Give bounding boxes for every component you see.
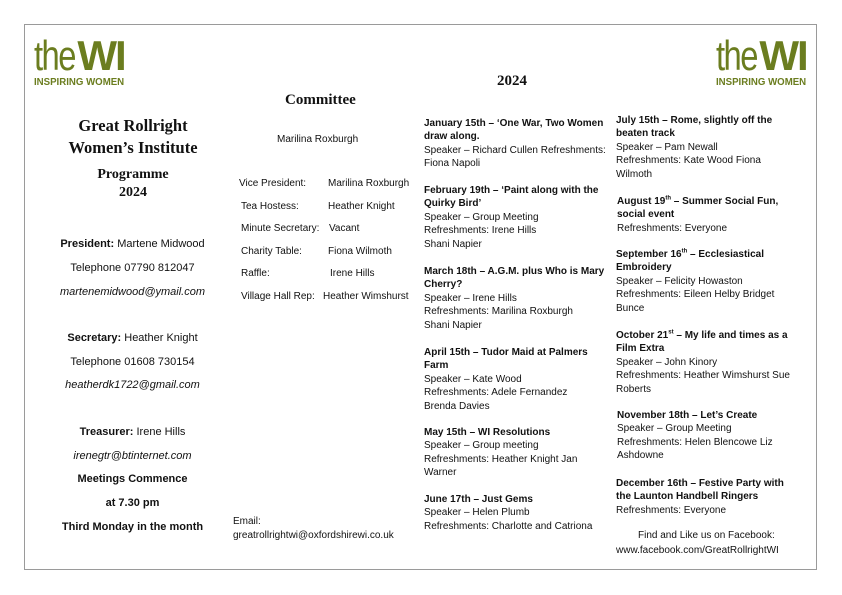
- president-line: [40, 237, 225, 251]
- event-title-text: – My life and times as a Film Extra: [616, 330, 788, 355]
- event-detail: Refreshments: Eileen Helby Bridget Bunce: [616, 289, 775, 314]
- logo-word-wi: WI: [759, 32, 807, 79]
- event-january: [424, 117, 606, 171]
- meetings-line1: Meetings Commence: [77, 473, 188, 485]
- event-february: [424, 184, 606, 251]
- event-october: [616, 329, 796, 396]
- event-detail: Speaker – Richard Cullen Refreshments: Fiona Napoli: [424, 144, 606, 170]
- event-title: May 15th – WI Resolutions: [424, 427, 551, 438]
- event-title-ordinal: st: [668, 329, 674, 336]
- event-detail: Speaker – John Kinory: [616, 356, 718, 368]
- committee-row-vice-president-label: Vice President:: [239, 178, 307, 189]
- committee-row-raffle-label: Raffle:: [241, 268, 270, 279]
- event-may: [424, 426, 606, 480]
- event-june: [424, 493, 606, 533]
- committee-row-tea-hostess-value: Heather Knight: [328, 201, 395, 212]
- committee-email[interactable]: greatrollrightwi@oxfordshirewi.co.uk: [233, 530, 394, 541]
- org-title: [38, 115, 228, 159]
- programme-label: Programme: [97, 167, 169, 182]
- event-detail: Refreshments: Charlotte and Catriona: [424, 520, 593, 532]
- event-title: [617, 195, 797, 222]
- committee-row-village-hall-rep-label: Village Hall Rep:: [241, 291, 315, 302]
- event-detail: Speaker – Group Meeting: [617, 423, 732, 435]
- committee-row-minute-secretary-label: Minute Secretary:: [241, 223, 320, 234]
- secretary-name: Heather Knight: [124, 332, 198, 344]
- event-title-date: September 16: [616, 249, 682, 260]
- programme-year: 2024: [119, 185, 147, 200]
- secretary-line: [40, 331, 225, 345]
- committee-row-tea-hostess-label: Tea Hostess:: [241, 201, 299, 212]
- event-detail: Refreshments: Irene Hills Shani Napier: [424, 225, 537, 250]
- committee-row-charity-table-value: Fiona Wilmoth: [328, 246, 392, 257]
- facebook-line1: Find and Like us on Facebook:: [638, 530, 775, 541]
- event-title: November 18th – Let’s Create: [617, 410, 758, 421]
- event-detail: Speaker – Felicity Howaston: [616, 275, 743, 287]
- logo-word-wi: WI: [77, 32, 125, 79]
- programme-year-heading: 2024: [497, 73, 527, 89]
- event-title: February 19th – ‘Paint along with the Quirky Bird’: [424, 185, 599, 210]
- event-detail: Refreshments: Everyone: [617, 222, 728, 234]
- committee-email-label: Email:: [233, 516, 261, 527]
- president-email[interactable]: martenemidwood@ymail.com: [59, 286, 206, 298]
- committee-row-minute-secretary-value: Vacant: [329, 223, 360, 234]
- committee-row-charity-table-label: Charity Table:: [241, 246, 302, 257]
- treasurer-email[interactable]: irenegtr@btinternet.com: [73, 450, 192, 462]
- event-detail: Refreshments: Marilina Roxburgh Shani Napier: [424, 306, 573, 331]
- committee-heading: Committee: [285, 92, 356, 108]
- committee-row-vice-president-value: Marilina Roxburgh: [328, 178, 410, 189]
- event-detail: Speaker – Helen Plumb: [424, 507, 530, 519]
- event-title-ordinal: th: [665, 195, 672, 202]
- event-march: [424, 265, 606, 332]
- event-detail: Speaker – Pam Newall: [616, 141, 718, 153]
- facebook-link[interactable]: www.facebook.com/GreatRollrightWI: [616, 545, 779, 556]
- event-december: [616, 477, 796, 517]
- president-name: Martene Midwood: [117, 238, 205, 250]
- event-title: December 16th – Festive Party with the Launton Handbell Ringers: [616, 478, 784, 503]
- meetings-line2: at 7.30 pm: [105, 497, 160, 509]
- logo-word-the: the: [716, 32, 757, 79]
- logo-word-the: the: [34, 32, 75, 79]
- logo-tagline: INSPIRING WOMEN: [34, 76, 125, 88]
- event-detail: Speaker – Irene Hills: [424, 292, 517, 304]
- committee-row-village-hall-rep-value: Heather Wimshurst: [323, 291, 409, 302]
- event-april: [424, 346, 594, 413]
- committee-member: Marilina Roxburgh: [277, 134, 359, 145]
- secretary-label: Secretary:: [67, 332, 122, 344]
- event-title-date: October 21: [616, 330, 669, 341]
- president-phone: Telephone 07790 812047: [70, 262, 195, 274]
- event-detail: Refreshments: Heather Wimshurst Sue Roberts: [616, 370, 790, 395]
- event-detail: Refreshments: Everyone: [616, 504, 727, 516]
- event-title: March 18th – A.G.M. plus Who is Mary Cherry?: [424, 266, 605, 291]
- event-july: [616, 114, 796, 181]
- treasurer-label: Treasurer:: [79, 426, 134, 438]
- programme-title: [38, 166, 228, 202]
- event-detail: Speaker – Group meeting: [424, 440, 539, 452]
- event-detail: Refreshments: Adele Fernandez Brenda Davies: [424, 387, 568, 412]
- committee-row-raffle-value: Irene Hills: [330, 268, 375, 279]
- logo-tagline: INSPIRING WOMEN: [716, 76, 807, 88]
- event-detail: Refreshments: Heather Knight Jan Warner: [424, 453, 578, 479]
- event-august: [617, 195, 797, 235]
- org-title-line2: Women’s Institute: [68, 138, 198, 157]
- event-title-date: August 19: [617, 196, 666, 207]
- event-detail: Speaker – Group Meeting: [424, 211, 539, 223]
- treasurer-name: Irene Hills: [136, 426, 186, 438]
- president-label: President:: [60, 238, 115, 250]
- event-title-text: – Ecclesiastical Embroidery: [616, 249, 764, 274]
- event-title-ordinal: th: [681, 248, 688, 255]
- org-title-line1: Great Rollright: [78, 116, 188, 135]
- wi-logo-right: [716, 32, 816, 88]
- event-title-text: – Summer Social Fun, social event: [617, 196, 779, 221]
- event-september: [616, 248, 796, 315]
- secretary-phone: Telephone 01608 730154: [70, 356, 195, 368]
- event-title: [616, 329, 796, 356]
- event-detail: Refreshments: Helen Blencowe Liz Ashdowne: [617, 436, 773, 462]
- treasurer-line: [40, 425, 225, 439]
- event-title: April 15th – Tudor Maid at Palmers Farm: [424, 347, 588, 372]
- event-title: January 15th – ‘One War, Two Women draw along.: [424, 118, 604, 143]
- wi-logo-left: [34, 32, 134, 88]
- event-title: July 15th – Rome, slightly off the beaten track: [616, 115, 773, 140]
- meetings-line3: Third Monday in the month: [61, 521, 204, 533]
- event-detail: Speaker – Kate Wood: [424, 373, 522, 385]
- secretary-email[interactable]: heatherdk1722@gmail.com: [65, 379, 200, 391]
- event-title: June 17th – Just Gems: [424, 494, 533, 505]
- event-november: [617, 409, 797, 463]
- event-detail: Refreshments: Kate Wood Fiona Wilmoth: [616, 155, 761, 180]
- event-title: [616, 248, 796, 275]
